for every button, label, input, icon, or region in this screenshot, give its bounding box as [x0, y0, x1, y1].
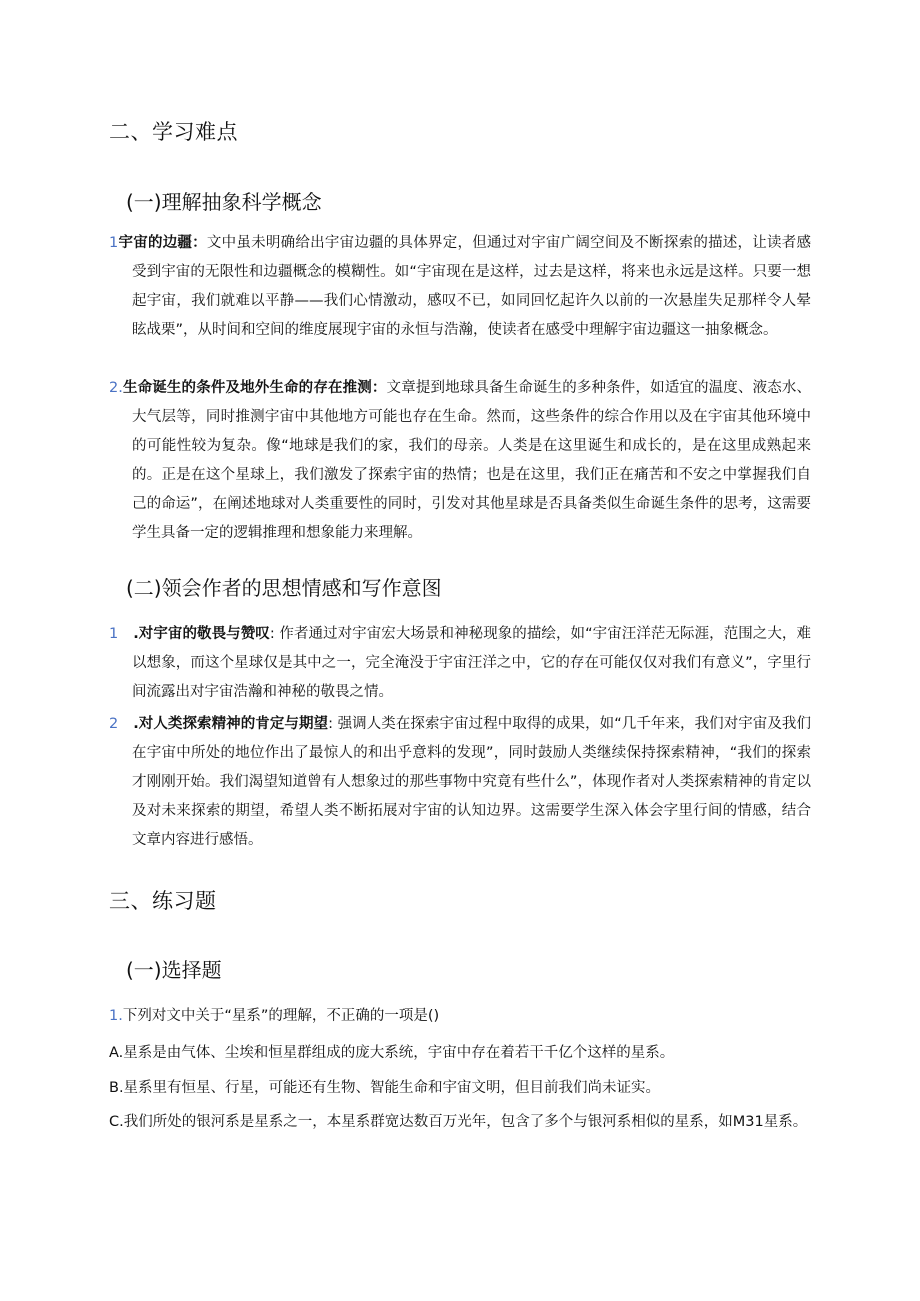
subsection-heading-author-intent: (二)领会作者的思想情感和写作意图	[126, 576, 442, 600]
list-item	[109, 374, 811, 548]
question-text: 下列对文中关于“星系”的理解，不正确的一项是()	[122, 1008, 440, 1024]
list-term: 生命诞生的条件及地外生命的存在推测：	[122, 380, 387, 396]
list-number: 1	[109, 626, 119, 642]
option-a: A.星系是由气体、尘埃和恒星群组成的庞大系统，宇宙中存在着若干千亿个这样的星系。	[109, 1045, 675, 1061]
list-text: 文章提到地球具备生命诞生的多种条件，如适宜的温度、液态水、大气层等，同时推测宇宙中其他地方可能也存在生命。然而，这些条件的综合作用以及在宇宙其他环境中的可能性较为复杂。像“地球是我们的家，我们的母亲。人类是在这里诞生和成长的，是在这里成熟起来的。正是在这个星球上，我们激发了探索宇宙的热情；也是在这里，我们正在痛苦和不安之中掌握我们自己的命运”，在阐述地球对人类重要性的同时，引发对其他星球是否具备类似生命诞生条件的思考，这需要学生具备一定的逻辑推理和想象能力来理解。	[132, 380, 812, 541]
question-number: 1.	[109, 1008, 123, 1024]
subsection-heading-multiple-choice: (一)选择题	[126, 958, 222, 982]
list-term: .对宇宙的敬畏与赞叹	[133, 626, 270, 642]
section-heading-difficulties: 二、学习难点	[109, 120, 238, 144]
option-b: B.星系里有恒星、行星，可能还有生物、智能生命和宇宙文明，但目前我们尚未证实。	[109, 1080, 661, 1096]
list-term: 宇宙的边疆：	[118, 235, 207, 251]
list-text: : 强调人类在探索宇宙过程中取得的成果，如“几千年来，我们对宇宙及我们在宇宙中所处的地位作出了最惊人的和出乎意料的发现”，同时鼓励人类继续保持探索精神，“我们的探索才刚刚开始。我们渴望知道曾有人想象过的那些事物中究竟有些什么”，体现作者对人类探索精神的肯定以及对未来探索的期望，希望人类不断拓展对宇宙的认知边界。这需要学生深入体会字里行间的情感，结合文章内容进行感悟。	[132, 716, 811, 848]
list-term: .对人类探索精神的肯定与期望	[133, 716, 329, 732]
list-text: 文中虽未明确给出宇宙边疆的具体界定，但通过对宇宙广阔空间及不断探索的描述，让读者感受到宇宙的无限性和边疆概念的模糊性。如“宇宙现在是这样，过去是这样，将来也永远是这样。只要一想起宇宙，我们就难以平静——我们心情激动，感叹不已，如同回忆起许久以前的一次悬崖失足那样令人晕眩战栗”，从时间和空间的维度展现宇宙的永恒与浩瀚，使读者在感受中理解宇宙边疆这一抽象概念。	[132, 235, 812, 338]
list-number: 1	[109, 235, 119, 251]
list-number: 2	[109, 716, 119, 732]
list-item	[109, 229, 811, 345]
list-text: : 作者通过对宇宙宏大场景和神秘现象的描绘，如“宇宙汪洋茫无际涯，范围之大，难以想象，而这个星球仅是其中之一，完全淹没于宇宙汪洋之中，它的存在可能仅仅对我们有意义”，字里行间流露出对宇宙浩瀚和神秘的敬畏之情。	[132, 626, 811, 700]
list-item	[109, 620, 811, 707]
list-number: 2.	[109, 380, 123, 396]
section-heading-exercises: 三、练习题	[109, 889, 217, 913]
question-stem	[109, 1002, 811, 1031]
option-c: C.我们所处的银河系是星系之一，本星系群宽达数百万光年，包含了多个与银河系相似的星系，如M31星系。	[109, 1114, 808, 1130]
list-item	[109, 710, 811, 855]
subsection-heading-abstract-concepts: (一)理解抽象科学概念	[126, 190, 322, 214]
